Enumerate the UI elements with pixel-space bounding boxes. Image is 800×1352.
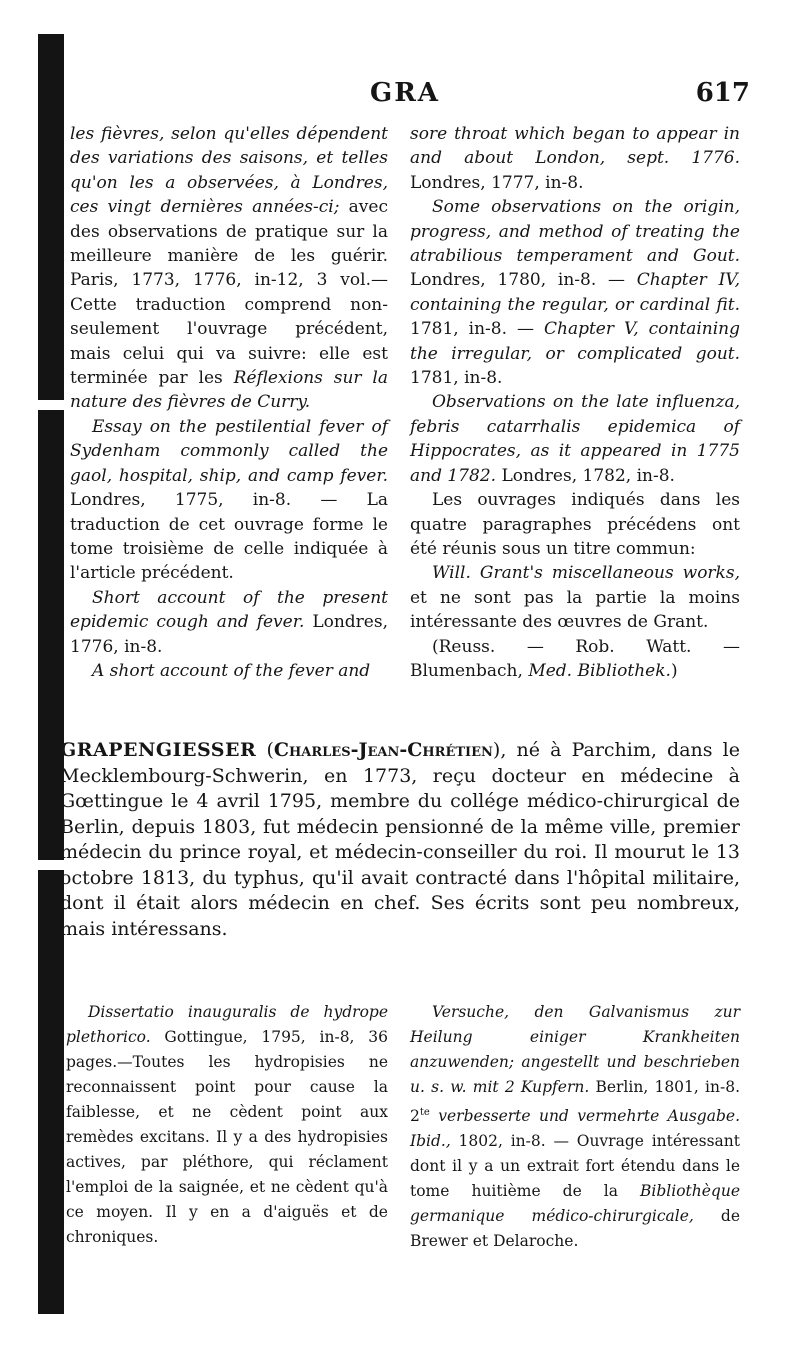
text-run: 1781, in-8. — [410,319,544,340]
italic-text: Essay on the pestilential fever of Sydenham commonly called the gaol, hospital, ship, and camp fever. [70,416,388,486]
page-number: 617 [695,78,750,108]
text-run: (Reuss. — Rob. Watt. — Blumenbach, [410,636,740,681]
text-run: 1802, in-8. — Ouvrage intéressant dont il y a un extrait fort étendu dans le tome huitième de la [410,1132,740,1201]
left-column-bottom [66,1000,388,1250]
italic-text: les fièvres, selon qu'elles dépendent des variations des saisons, et telles qu'on les a observées, à Londres, ces vingt dernières années-ci; [70,124,388,218]
italic-text: Med. Bibliothek. [528,660,671,681]
text-run: Londres, 1780, in-8. — [410,270,637,291]
text-run: Londres, 1775, in-8. — La traduction de cet ouvrage forme le tome troisième de celle indiquée à l'article précédent. [70,490,388,584]
paragraph [410,635,740,684]
italic-text: Will. Grant's miscellaneous works, [432,563,740,584]
paragraph [410,122,740,195]
paragraph [410,488,740,561]
text-run: avec des observations de pratique sur la meilleure manière de les guérir. Paris, 1773, 1776, in-12, 3 vol.—Cette traduction comprend non-seulement l'ouvrage précédent, mais celui qui va suivre: elle est terminée par les [70,197,388,389]
paragraph [70,659,388,683]
paragraph [70,415,388,586]
italic-text: Observations on the late influenza, febris catarrhalis epidemica of Hippocrates, as it appeared in 1775 and 1782. [410,392,740,486]
spine-gap [38,400,64,410]
entry-surname: GRAPENGIESSER [60,739,257,761]
text-run: Les ouvrages indiqués dans les quatre paragraphes précédens ont été réunis sous un titre commun: [410,490,740,559]
open-paren: ( [266,739,274,761]
italic-text: Bibliothèque germanique médico-chirurgicale, [410,1182,740,1226]
paragraph [410,1000,740,1254]
italic-text: sore throat which began to appear in and about London, sept. 1776. [410,124,740,169]
right-column-bottom [410,1000,740,1254]
paragraph [410,561,740,634]
paragraph [410,195,740,390]
italic-text: Réflexions sur la nature des fièvres de Curry. [70,368,388,413]
paragraph [66,1000,388,1250]
text-run: ) [670,660,678,681]
italic-text: Chapter IV, containing the regular, or cardinal fit. [410,270,740,315]
text-run: Berlin, 1801, in-8. 2 [410,1078,740,1126]
text-run: te [419,1107,430,1118]
italic-text: Some observations on the origin, progress, and method of treating the atrabilious temperament and Gout. [410,197,740,267]
italic-text: A short account of the fever and [92,660,371,681]
entry-text: ), né à Parchim, dans le Mecklembourg-Schwerin, en 1773, reçu docteur en médecine à Gœttingue le 4 avril 1795, membre du collége médico-chirurgical de Berlin, depuis 1803, fut médecin pensionné de la même ville, premier médecin du prince royal, et médecin-conseiller du roi. Il mourut le 13 octobre 1813, du typhus, qu'il avait contracté dans l'hôpital militaire, dont il était alors médecin en chef. Ses écrits sont peu nombreux, mais intéressans. [60,739,740,940]
text-run: et ne sont pas la partie la moins intéressante des œuvres de Grant. [410,587,740,633]
text-run: Londres, 1777, in-8. [410,172,584,193]
text-run: Londres, 1776, in-8. [70,612,388,657]
running-head-word: GRA [370,78,440,108]
italic-text: Short account of the present epidemic cough and fever. [70,587,388,633]
text-run: Gottingue, 1795, in-8, 36 pages.—Toutes les hydropisies ne reconnaissent point pour cause la faiblesse, et ne cèdent point aux remèdes excitans. Il y a des hydropisies actives, par pléthore, qui réclament l'emploi de la saignée, et ne cèdent qu'à ce moyen. Il y en a d'aiguës et de chroniques. [66,1028,388,1246]
italic-text: verbesserte und vermehrte Ausgabe. Ibid., [410,1107,740,1151]
running-head [70,78,750,118]
italic-text: Dissertatio inauguralis de hydrope plethorico. [66,1003,388,1046]
right-column-top [410,122,740,683]
text-run: de Brewer et Delaroche. [410,1207,740,1251]
italic-text: Chapter V, containing the irregular, or complicated gout. [410,319,740,364]
italic-text: Versuche, den Galvanismus zur Heilung einiger Krankheiten anzuwenden; angestellt und beschrieben u. s. w. mit 2 Kupfern. [410,1003,740,1096]
book-spine-shadow [38,34,64,1314]
text-run: Londres, 1782, in-8. [496,465,675,486]
text-run: 1781, in-8. [410,368,503,389]
paragraph [410,390,740,488]
entry-given-names: Charles-Jean-Chrétien [273,739,493,761]
paragraph [70,586,388,659]
paragraph [70,122,388,415]
biography-entry [60,738,740,942]
left-column-top [70,122,388,683]
